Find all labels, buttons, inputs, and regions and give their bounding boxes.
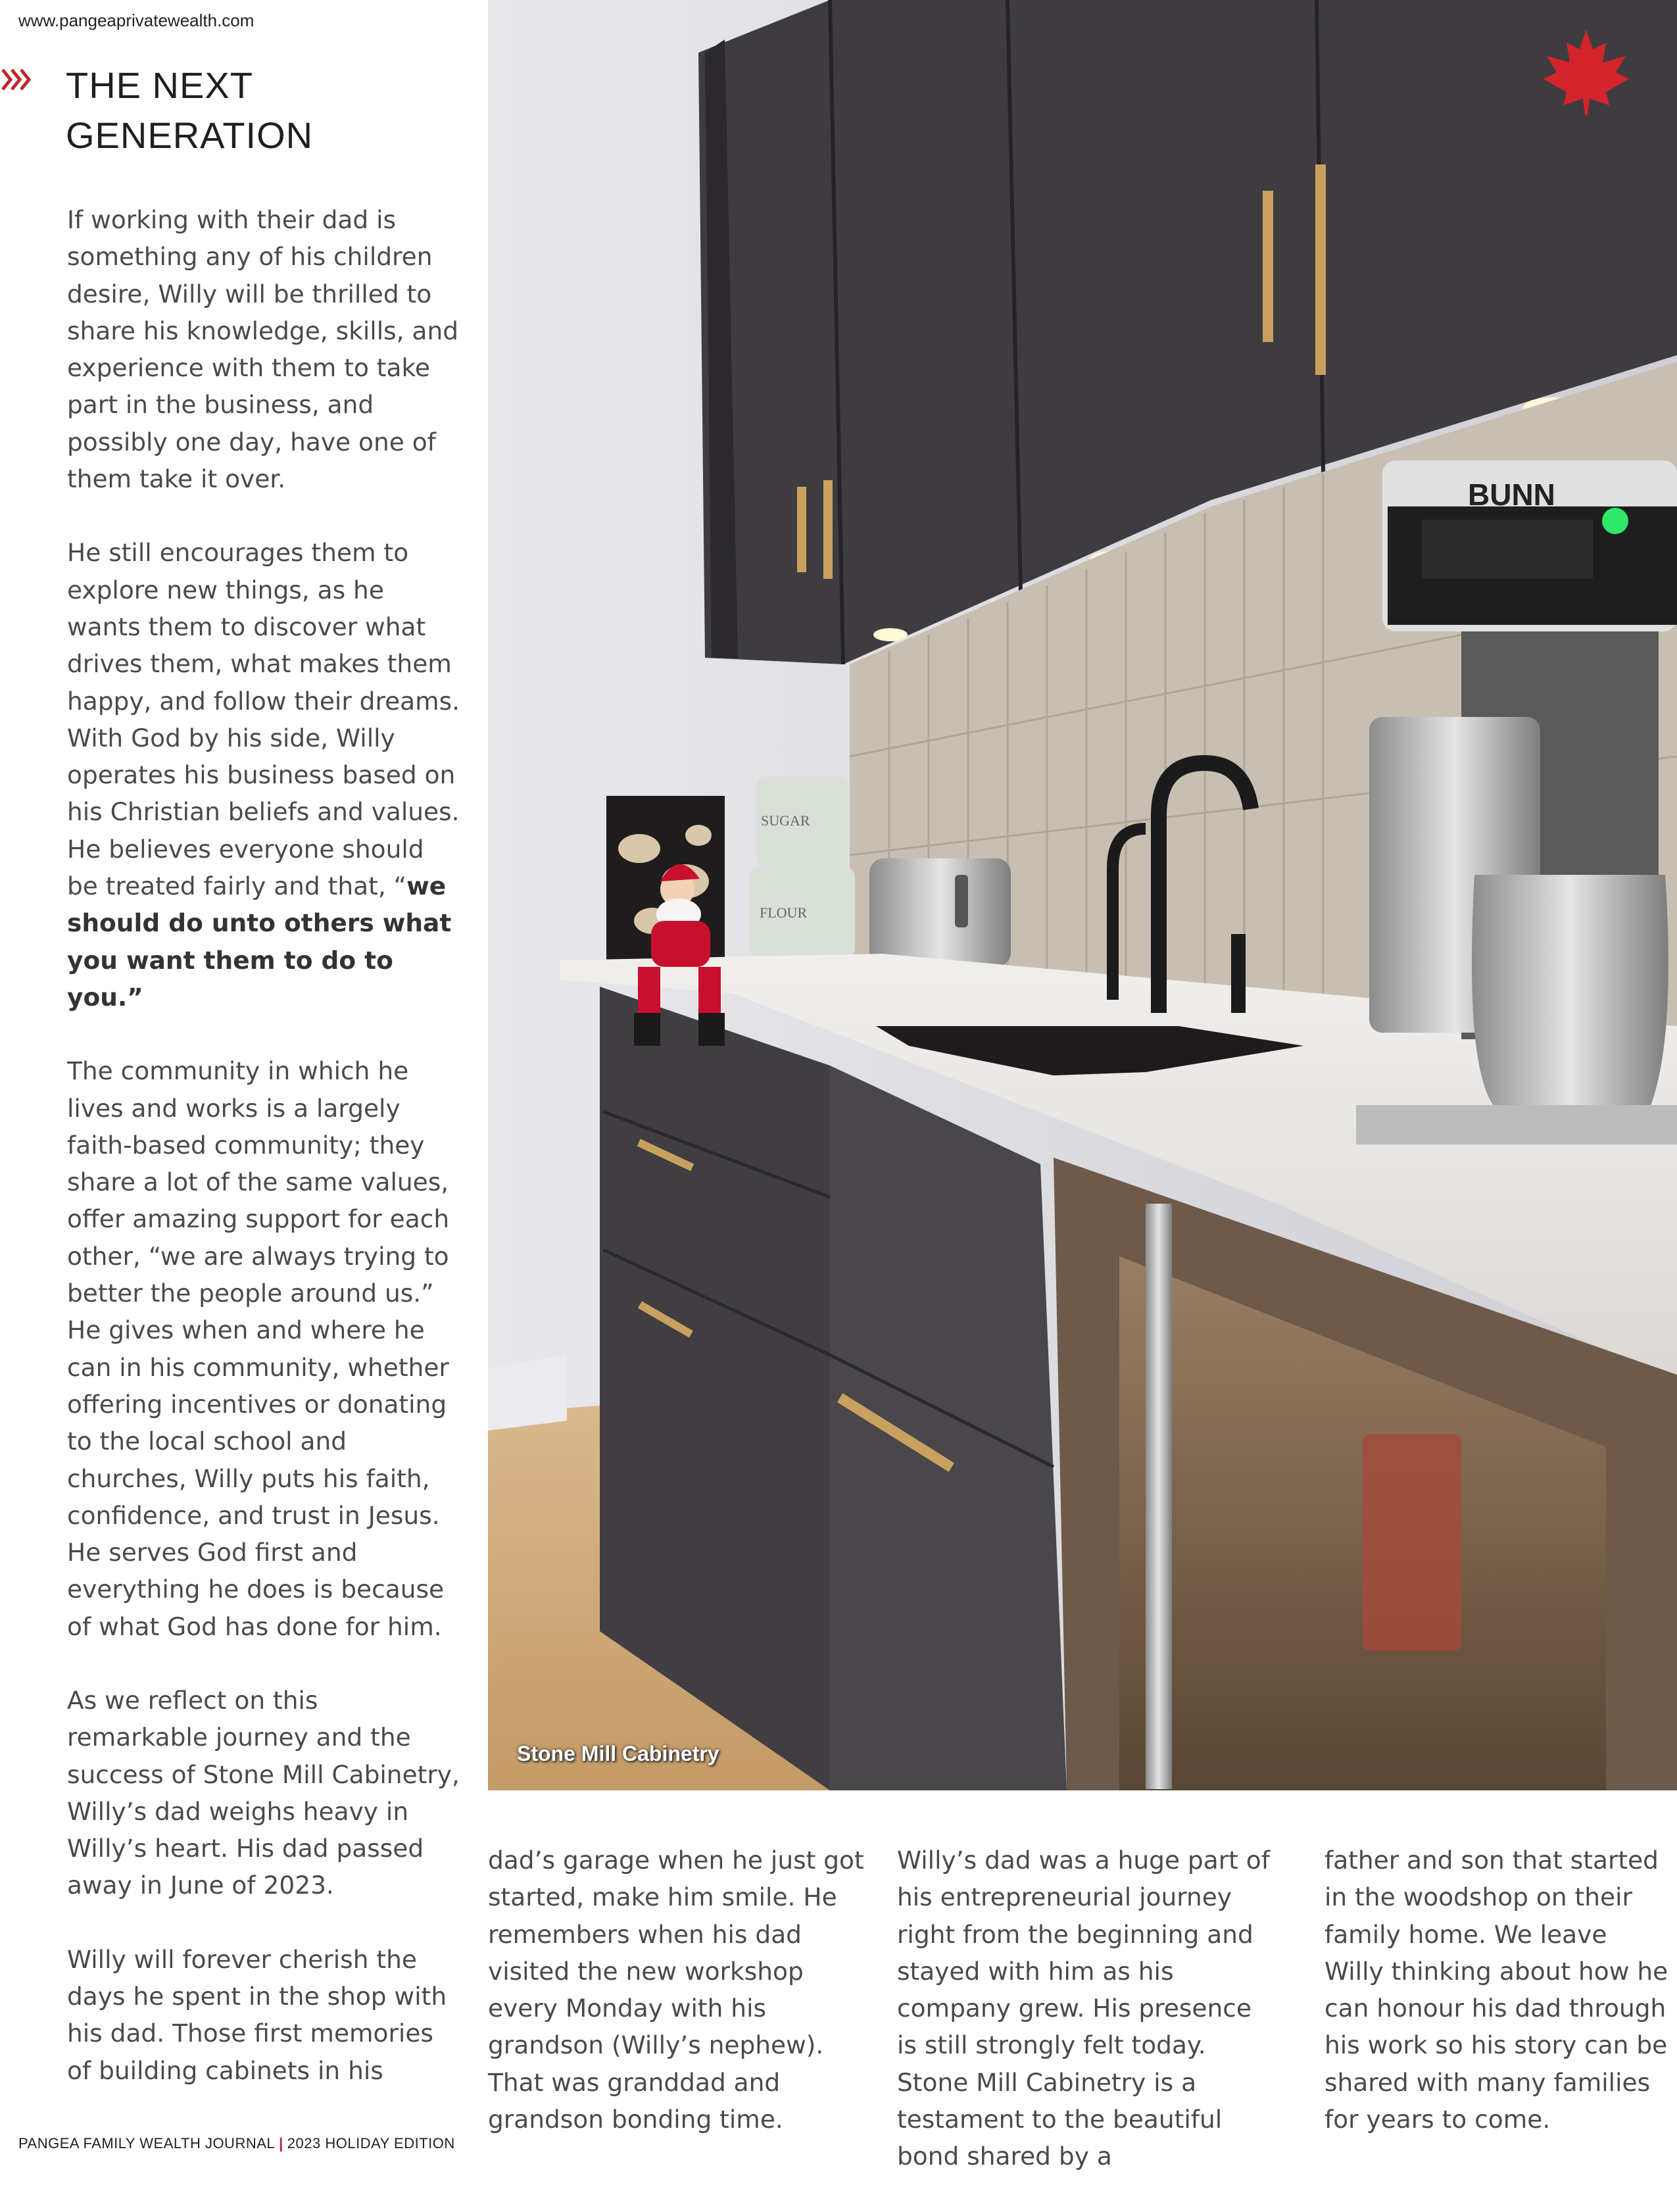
double-chevron-icon: [0, 63, 37, 96]
tin-flour-label: FLOUR: [760, 904, 808, 921]
heading-line-2: GENERATION: [66, 114, 314, 156]
quote-bold: we should do unto others what you want them to do to you.”: [67, 872, 452, 1012]
paragraph: Willy’s dad was a huge part of his entrepreneurial journey right from the beginning and stayed with him as his company grew. His presence is still strongly felt today. Stone Mill Cabinetry is a testament to the beautiful bond shared by a: [897, 1846, 1270, 2171]
paragraph: father and son that started in the woodshop on their family home. We leave Willy thinking about how he can honour his dad through his work so his story can be shared with many families for years to come.: [1325, 1846, 1668, 2134]
article-column-1: [67, 201, 462, 2126]
paragraph: [67, 534, 462, 1016]
paragraph: The community in which he lives and works is a largely faith-based community; they share a lot of the same values, offer amazing support for each other, “we are always trying to better the people around us.” He gives when and where he can in his community, whether offering incentives or donating to the local school and churches, Willy puts his faith, confidence, and trust in Jesus. He serves God first and everything he does is because of what God has done for him.: [67, 1056, 450, 1641]
paragraph-text: He still encourages them to explore new things, as he wants them to discover what drives them, what makes them happy, and follow their dreams. With God by his side, Willy operates his business based on his Christian beliefs and values. He believes everyone should be treated fairly and that, “: [67, 538, 460, 901]
kitchen-illustration: [488, 0, 1677, 1790]
photo-caption: Stone Mill Cabinetry: [517, 1742, 719, 1765]
paragraph: Willy will forever cherish the days he spent in the shop with his dad. Those first memories of building cabinets in his: [67, 1944, 447, 2085]
website-url[interactable]: www.pangeaprivatewealth.com: [18, 11, 255, 30]
heading-line-1: THE NEXT: [66, 64, 253, 106]
edition-name: 2023 HOLIDAY EDITION: [287, 2135, 455, 2151]
tin-sugar-label: SUGAR: [761, 812, 810, 829]
article-column-3: [897, 1842, 1278, 2212]
page-footer: [18, 2135, 455, 2152]
journal-name: PANGEA FAMILY WEALTH JOURNAL: [18, 2135, 276, 2151]
paragraph: dad’s garage when he just got started, make him smile. He remembers when his dad visited the new workshop every Monday with his grandson (Willy’s nephew). That was granddad and grandson bonding time.: [488, 1846, 864, 2134]
article-column-2: [488, 1842, 869, 2175]
paragraph: If working with their dad is something any of his children desire, Willy will be thrilled to share his knowledge, skills, and experience with them to take part in the business, and possibly one day, have one of them take it over.: [67, 205, 459, 494]
section-heading: [66, 61, 313, 160]
article-column-4: [1325, 1842, 1673, 2175]
paragraph: As we reflect on this remarkable journey and the success of Stone Mill Cabinetry, Willy’s dad weighs heavy in Willy’s heart. His dad passed away in June of 2023.: [67, 1685, 460, 1900]
bunn-brand-label: BUNN: [1468, 478, 1555, 512]
kitchen-photo: [488, 0, 1677, 1790]
footer-separator: |: [279, 2135, 283, 2151]
